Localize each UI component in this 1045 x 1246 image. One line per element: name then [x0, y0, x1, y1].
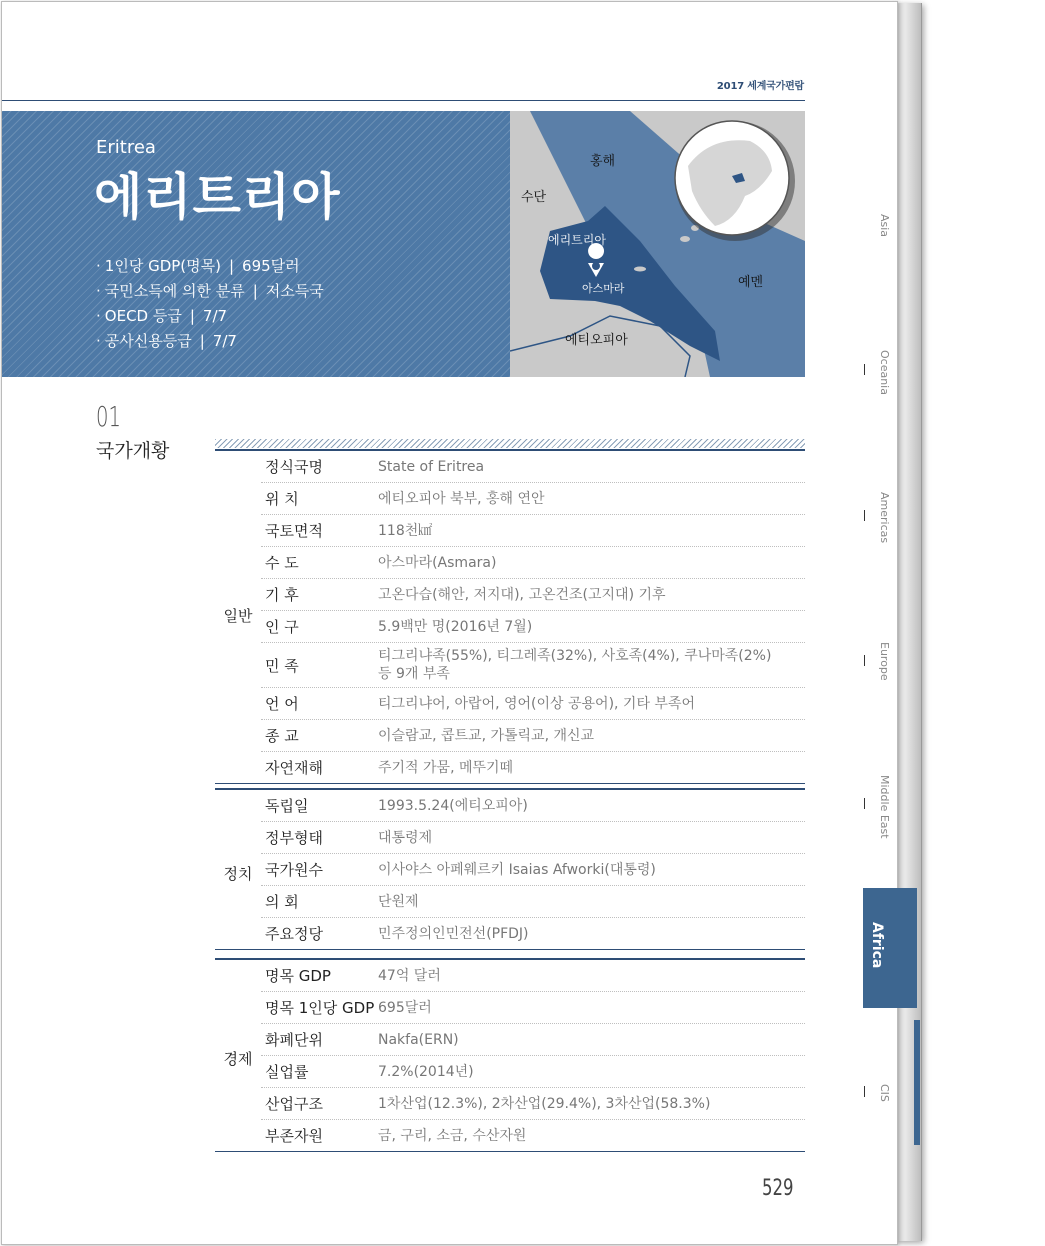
row-label: 정식국명 — [265, 458, 323, 476]
country-name-en: Eritrea — [96, 137, 156, 158]
row-label: 정부형태 — [265, 829, 323, 847]
row-value: 단원제 — [378, 893, 419, 910]
side-tab-africa[interactable]: Africa — [869, 922, 885, 969]
row-label: 화폐단위 — [265, 1031, 323, 1049]
row-value: 대통령제 — [378, 829, 433, 846]
table-row — [261, 790, 805, 821]
row-value: 이사야스 아페웨르키 Isaias Afworki(대통령) — [378, 861, 656, 878]
row-label: 실업률 — [265, 1063, 309, 1081]
tab-divider — [864, 510, 865, 521]
africa-edge-marker — [914, 1020, 920, 1145]
table-row — [261, 991, 805, 1023]
row-label: 인 구 — [265, 618, 299, 636]
table-row — [261, 514, 805, 546]
group-bottom-rule — [215, 949, 805, 950]
book-page — [1, 1, 898, 1245]
row-value: 금, 구리, 소금, 수산자원 — [378, 1127, 527, 1144]
row-label: 의 회 — [265, 893, 299, 911]
row-label: 주요정당 — [265, 925, 323, 943]
table-row — [261, 546, 805, 578]
table-row — [261, 1055, 805, 1087]
tab-divider — [864, 1086, 865, 1097]
row-label: 민 족 — [265, 656, 299, 675]
section-number: 01 — [96, 400, 121, 433]
row-value: 고온다습(해안, 저지대), 고온건조(고지대) 기후 — [378, 586, 666, 603]
group-category: 일반 — [223, 607, 253, 625]
row-label: 산업구조 — [265, 1095, 323, 1113]
map-label-ethiopia: 에티오피아 — [565, 333, 628, 348]
table-row — [261, 687, 805, 719]
row-value: 에티오피아 북부, 홍해 연안 — [378, 490, 545, 507]
map-label-eritrea: 에리트리아 — [548, 233, 606, 247]
tab-divider — [864, 655, 865, 666]
table-row — [261, 610, 805, 642]
table-row — [261, 960, 805, 991]
side-tab-europe[interactable]: Europe — [878, 642, 891, 681]
table-row — [261, 853, 805, 885]
fact-item: · 공사신용등급 | 7/7 — [96, 332, 237, 350]
table-row — [261, 885, 805, 917]
row-label: 명목 1인당 GDP — [265, 999, 375, 1017]
fact-item: · 1인당 GDP(명목) | 695달러 — [96, 257, 300, 275]
row-value: 1차산업(12.3%), 2차산업(29.4%), 3차산업(58.3%) — [378, 1095, 711, 1112]
row-label: 종 교 — [265, 727, 299, 745]
row-label: 명목 GDP — [265, 967, 331, 985]
row-value: 695달러 — [378, 999, 432, 1016]
table-row — [261, 1119, 805, 1151]
table-row — [261, 482, 805, 514]
table-hatch-band — [215, 439, 805, 448]
row-label: 자연재해 — [265, 759, 323, 777]
table-row — [261, 578, 805, 610]
row-value: 주기적 가뭄, 메뚜기떼 — [378, 759, 514, 776]
row-value: State of Eritrea — [378, 458, 485, 475]
country-name-ko: 에리트리아 — [94, 168, 341, 226]
group-category: 경제 — [223, 1050, 253, 1068]
row-value: 1993.5.24(에티오피아) — [378, 797, 528, 814]
side-tab-oceania[interactable]: Oceania — [878, 350, 891, 395]
map-label-asmara: 아스마라 — [582, 282, 625, 295]
key-facts-list — [96, 254, 324, 354]
group-bottom-rule — [215, 1151, 805, 1152]
tab-divider — [864, 364, 865, 375]
side-tab-cis[interactable]: CIS — [878, 1084, 891, 1102]
row-value: 이슬람교, 콥트교, 가톨릭교, 개신교 — [378, 727, 595, 744]
section-title: 국가개황 — [96, 440, 170, 462]
page-number: 529 — [762, 1176, 794, 1201]
map-label-yemen: 예멘 — [738, 275, 764, 290]
table-group-economy — [215, 958, 805, 1152]
row-value: 118천㎢ — [378, 522, 433, 539]
table-row — [261, 719, 805, 751]
row-value: 아스마라(Asmara) — [378, 554, 497, 571]
row-label: 위 치 — [265, 490, 299, 508]
row-label: 국가원수 — [265, 861, 323, 879]
row-value: Nakfa(ERN) — [378, 1031, 459, 1048]
row-label: 수 도 — [265, 554, 299, 572]
group-category: 정치 — [223, 865, 253, 883]
row-value: 7.2%(2014년) — [378, 1063, 474, 1080]
row-value: 민주정의인민전선(PFDJ) — [378, 925, 529, 942]
side-tab-middle-east[interactable]: Middle East — [878, 775, 891, 839]
map-label-red-sea: 홍해 — [590, 154, 616, 169]
header-rule — [2, 100, 805, 101]
table-row — [261, 1023, 805, 1055]
group-bottom-rule — [215, 783, 805, 784]
row-value: 5.9백만 명(2016년 7월) — [378, 618, 533, 635]
table-row — [261, 451, 805, 482]
row-label: 언 어 — [265, 695, 299, 713]
side-tab-americas[interactable]: Americas — [878, 492, 891, 544]
table-group-general — [215, 449, 805, 784]
row-label: 기 후 — [265, 586, 299, 604]
tab-divider — [864, 798, 865, 809]
row-label: 부존자원 — [265, 1127, 323, 1145]
table-row — [261, 821, 805, 853]
row-label: 국토면적 — [265, 522, 323, 540]
table-group-politics — [215, 788, 805, 950]
row-label: 독립일 — [265, 797, 309, 815]
map-label-sudan: 수단 — [521, 190, 547, 205]
table-row — [261, 751, 805, 783]
table-row — [261, 1087, 805, 1119]
row-value: 47억 달러 — [378, 967, 441, 984]
table-row — [261, 642, 805, 687]
row-value: 티그리냐어, 아랍어, 영어(이상 공용어), 기타 부족어 — [378, 695, 696, 712]
running-head: 2017 세계국가편람 — [716, 81, 804, 92]
fact-item: · OECD 등급 | 7/7 — [96, 307, 228, 325]
row-value: 티그리냐족(55%), 티그레족(32%), 사호족(4%), 쿠나마족(2%) 등 9개 부족 — [378, 648, 772, 682]
fact-item: · 국민소득에 의한 분류 | 저소득국 — [96, 282, 324, 300]
table-row — [261, 917, 805, 949]
side-tab-asia[interactable]: Asia — [878, 214, 891, 238]
